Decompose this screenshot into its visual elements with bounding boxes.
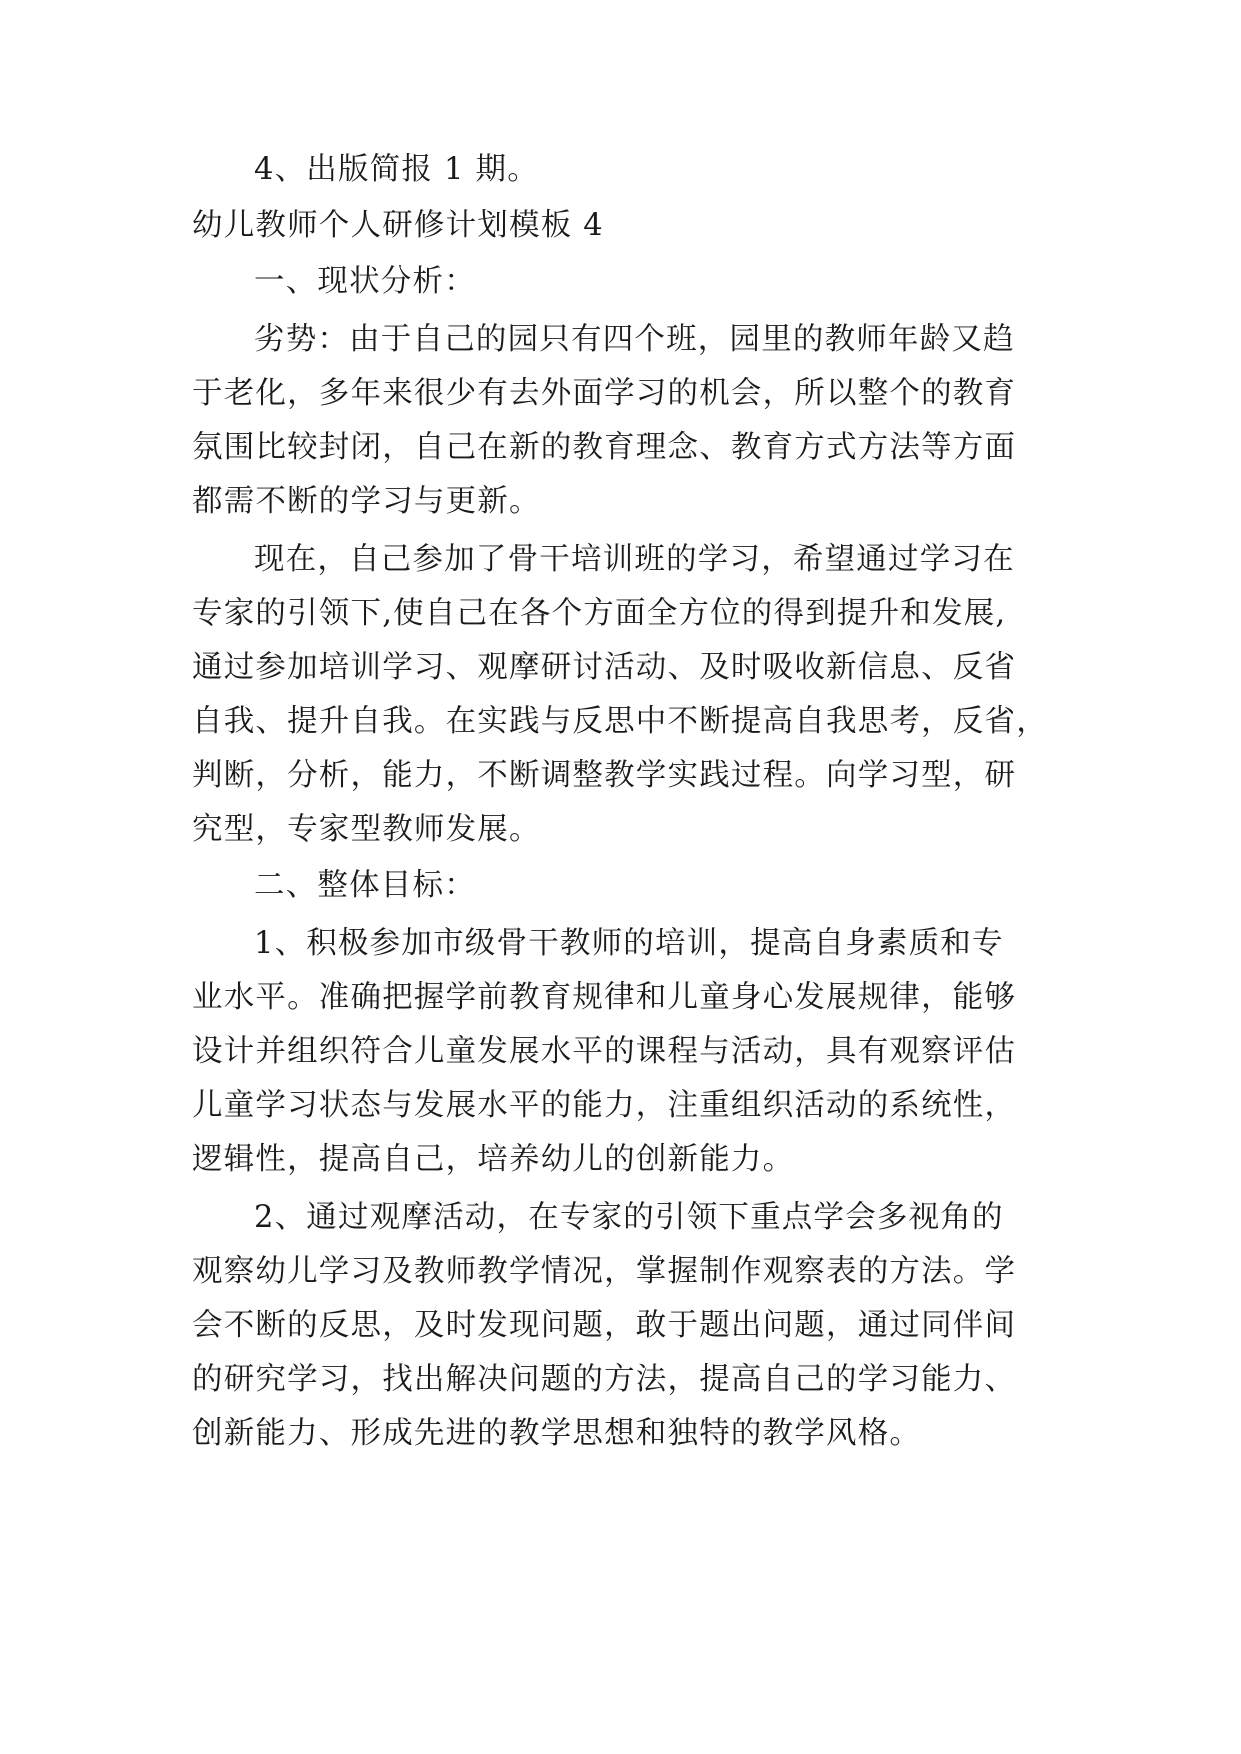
heading-overall-goals: 二、整体目标： [254,868,476,903]
heading-status-analysis: 一、现状分析： [254,264,476,299]
paragraph-line: 通过参加培训学习、观摩研讨活动、及时吸收新信息、反省 [192,650,1017,685]
paragraph-line: 都需不断的学习与更新。 [192,484,541,519]
paragraph-line: 创新能力、形成先进的教学思想和独特的教学风格。 [192,1416,922,1451]
list-item-publish-briefing: 4、出版简报 1 期。 [254,152,539,187]
section-title: 幼儿教师个人研修计划模板 4 [192,208,604,243]
paragraph-line: 设计并组织符合儿童发展水平的课程与活动，具有观察评估 [192,1034,1017,1069]
paragraph-line: 于老化，多年来很少有去外面学习的机会，所以整个的教育 [192,376,1017,411]
paragraph-line: 判断，分析，能力，不断调整教学实践过程。向学习型，研 [192,758,1017,793]
paragraph-line: 逻辑性，提高自己，培养幼儿的创新能力。 [192,1142,795,1177]
paragraph-line: 现在，自己参加了骨干培训班的学习，希望通过学习在 [254,542,1015,577]
paragraph-line: 观察幼儿学习及教师教学情况，掌握制作观察表的方法。学 [192,1254,1017,1289]
paragraph-line: 1、积极参加市级骨干教师的培训，提高自身素质和专 [254,926,1004,961]
paragraph-line: 究型，专家型教师发展。 [192,812,541,847]
paragraph-line: 劣势：由于自己的园只有四个班，园里的教师年龄又趋 [254,322,1015,357]
paragraph-line: 2、通过观摩活动，在专家的引领下重点学会多视角的 [254,1200,1004,1235]
paragraph-line: 自我、提升自我。在实践与反思中不断提高自我思考，反省， [192,704,1048,739]
paragraph-line: 氛围比较封闭，自己在新的教育理念、教育方式方法等方面 [192,430,1017,465]
paragraph-line: 专家的引领下,使自己在各个方面全方位的得到提升和发展, [192,596,1007,631]
paragraph-line: 会不断的反思，及时发现问题，敢于题出问题，通过同伴间 [192,1308,1017,1343]
paragraph-line: 的研究学习，找出解决问题的方法，提高自己的学习能力、 [192,1362,1017,1397]
paragraph-line: 儿童学习状态与发展水平的能力，注重组织活动的系统性， [192,1088,1017,1123]
paragraph-line: 业水平。准确把握学前教育规律和儿童身心发展规律，能够 [192,980,1017,1015]
